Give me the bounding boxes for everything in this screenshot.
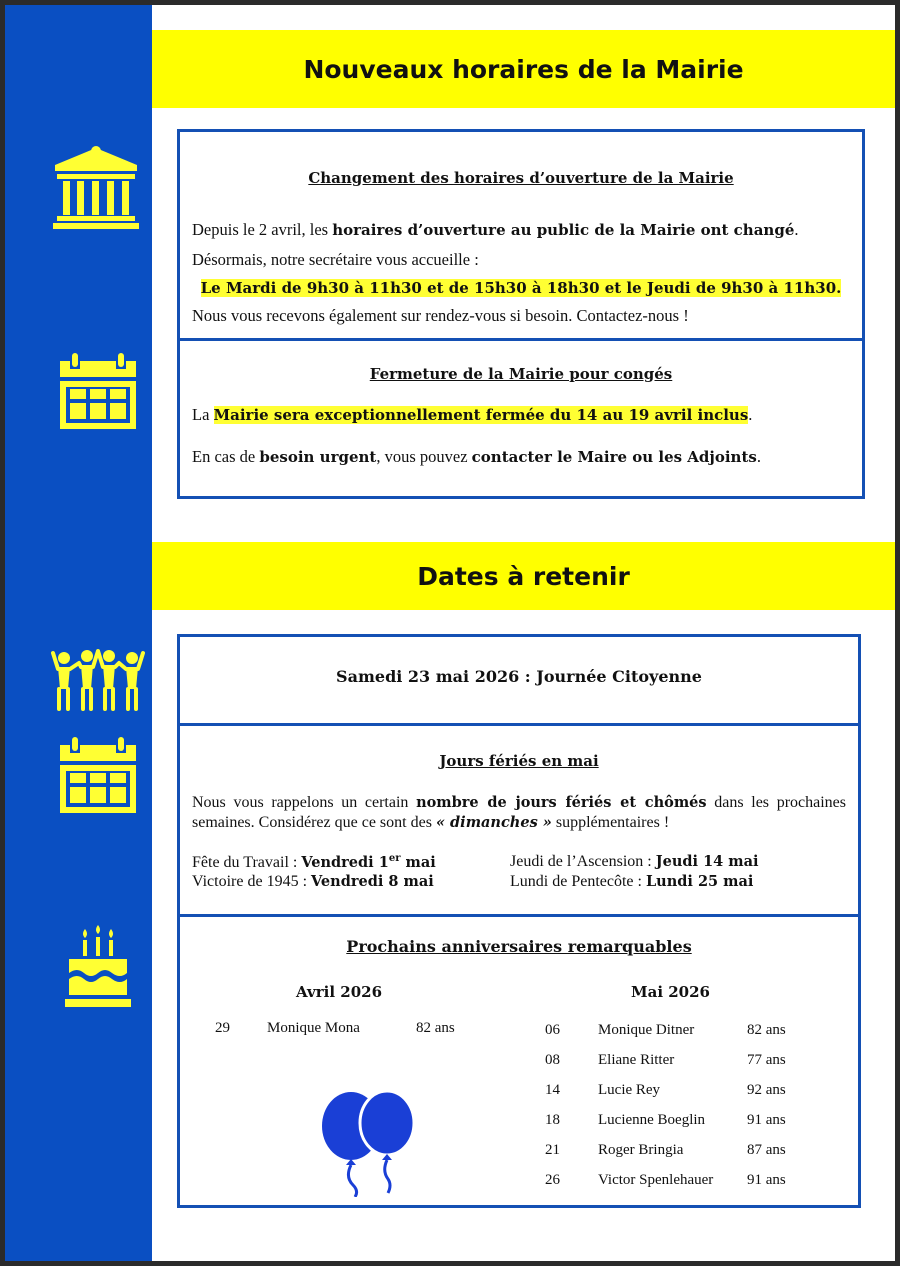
calendar-icon (58, 735, 138, 815)
birthday-name: Eliane Ritter (598, 1052, 675, 1068)
birthday-day: 18 (545, 1112, 560, 1128)
birthdays-title: Prochains anniversaires remarquables (346, 937, 692, 956)
hours-schedule: Le Mardi de 9h30 à 11h30 et de 15h30 à 18h30 et le Jeudi de 9h30 à 11h30. (200, 279, 842, 297)
birthdays-section (180, 914, 858, 1205)
hours-section (180, 132, 862, 337)
birthday-age: 77 ans (747, 1052, 786, 1068)
hours-paragraph-3: Nous vous recevons également sur rendez-vous si besoin. Contactez-nous ! (192, 306, 689, 325)
holiday-item: Jeudi de l’Ascension : Jeudi 14 mai (510, 853, 759, 870)
birthday-name: Lucienne Boeglin (598, 1112, 706, 1128)
birthday-name: Victor Spenlehauer (598, 1172, 714, 1188)
people-icon (51, 645, 145, 711)
april-heading: Avril 2026 (296, 983, 383, 1001)
holidays-title: Jours fériés en mai (439, 752, 599, 770)
closure-paragraph-1: La Mairie sera exceptionnellement fermée du 14 au 19 avril inclus. (192, 405, 753, 424)
hours-paragraph-2: Désormais, notre secrétaire vous accueille : (192, 250, 479, 269)
birthday-day: 26 (545, 1172, 560, 1188)
birthday-name: Lucie Rey (598, 1082, 661, 1098)
birthday-age: 82 ans (747, 1022, 786, 1038)
holiday-item: Fête du Travail : Vendredi 1er mai (192, 853, 436, 871)
dates-box (177, 634, 861, 1208)
section-band-dates (152, 542, 895, 610)
birthday-age: 91 ans (747, 1172, 786, 1188)
section-title: Nouveaux horaires de la Mairie (303, 54, 744, 84)
holidays-section (180, 723, 858, 914)
event-section (180, 637, 858, 723)
birthday-day: 21 (545, 1142, 560, 1158)
calendar-icon (58, 351, 138, 431)
birthday-day: 29 (215, 1020, 230, 1036)
birthday-day: 06 (545, 1022, 560, 1038)
holiday-item: Victoire de 1945 : Vendredi 8 mai (192, 873, 434, 890)
town-hall-icon (53, 145, 141, 229)
closure-paragraph-2: En cas de besoin urgent, vous pouvez contacter le Maire ou les Adjoints. (192, 447, 761, 466)
mairie-info-box (177, 129, 865, 499)
newsletter-page (5, 5, 895, 1261)
event-title: Samedi 23 mai 2026 : Journée Citoyenne (336, 667, 702, 686)
birthday-age: 82 ans (416, 1020, 455, 1036)
birthday-day: 14 (545, 1082, 560, 1098)
birthday-name: Monique Ditner (598, 1022, 695, 1038)
may-heading: Mai 2026 (631, 983, 710, 1001)
closure-title: Fermeture de la Mairie pour congés (369, 365, 673, 383)
birthday-cake-icon (63, 925, 133, 1017)
birthday-age: 91 ans (747, 1112, 786, 1128)
birthday-day: 08 (545, 1052, 560, 1068)
balloons-icon (320, 1085, 420, 1197)
holiday-item: Lundi de Pentecôte : Lundi 25 mai (510, 873, 754, 890)
hours-paragraph-1: Depuis le 2 avril, les horaires d’ouverture au public de la Mairie ont changé. (192, 220, 799, 239)
section-band-horaires (152, 30, 895, 108)
birthday-age: 92 ans (747, 1082, 786, 1098)
birthday-name: Monique Mona (267, 1020, 360, 1036)
hours-title: Changement des horaires d’ouverture de la Mairie (308, 169, 734, 187)
closure-section (180, 338, 862, 496)
holidays-intro: Nous vous rappelons un certain nombre de jours fériés et chômés dans les prochaines semaines. Considérez que ce sont des « dimanches » supplémentaires ! (192, 794, 846, 831)
birthday-name: Roger Bringia (598, 1142, 684, 1158)
sidebar (5, 5, 152, 1261)
section-title: Dates à retenir (417, 561, 630, 591)
birthday-age: 87 ans (747, 1142, 786, 1158)
